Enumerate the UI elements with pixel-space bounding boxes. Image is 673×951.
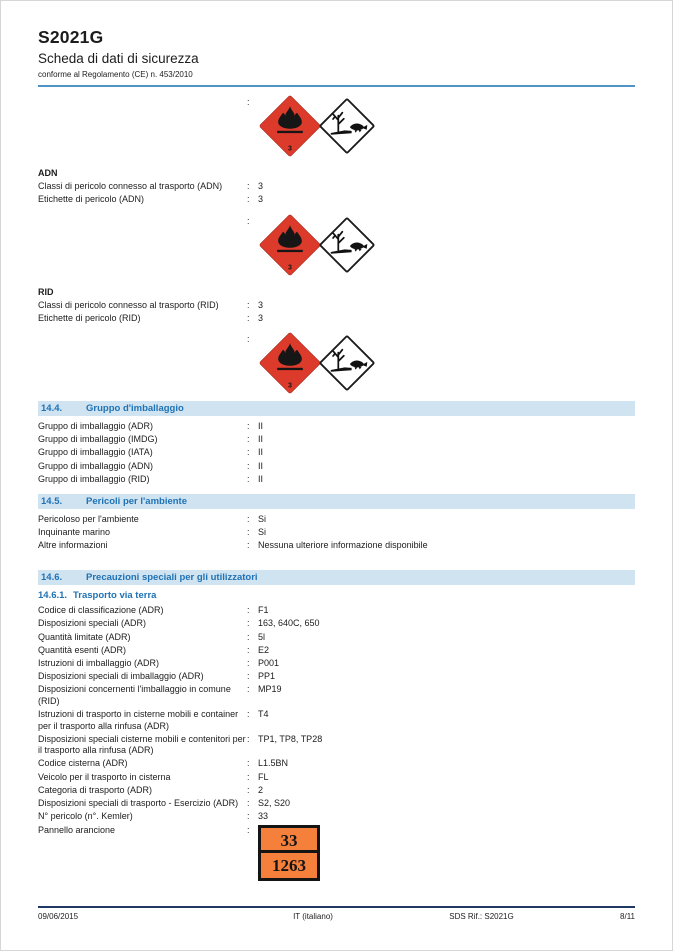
row-colon: : bbox=[247, 684, 250, 695]
row-colon: : bbox=[247, 758, 250, 769]
table-row bbox=[38, 313, 635, 325]
table-row bbox=[38, 474, 635, 486]
table-row bbox=[38, 540, 635, 552]
section-header-14-5 bbox=[38, 494, 635, 509]
section-number: 14.6. bbox=[41, 571, 63, 583]
table-row bbox=[38, 605, 635, 617]
row-colon: : bbox=[247, 181, 250, 191]
table-row bbox=[38, 758, 635, 770]
row-colon: : bbox=[247, 97, 250, 107]
row-colon: : bbox=[247, 658, 250, 668]
row-label: Gruppo di imballaggio (IMDG) bbox=[38, 434, 158, 445]
row-colon: : bbox=[247, 312, 250, 323]
footer-date: 09/06/2015 bbox=[38, 912, 79, 921]
row-colon: : bbox=[247, 824, 250, 835]
row-colon: : bbox=[247, 526, 250, 537]
table-row bbox=[38, 514, 635, 526]
svg-text:3: 3 bbox=[288, 145, 292, 153]
row-value: F1 bbox=[258, 605, 269, 616]
row-label: Classi di pericolo connesso al trasporto (RID) bbox=[38, 299, 219, 310]
row-value: P001 bbox=[258, 658, 280, 668]
row-value: Si bbox=[258, 526, 267, 537]
regulation-subtitle: conforme al Regolamento (CE) n. 453/2010 bbox=[38, 70, 193, 79]
row-label: Gruppo di imballaggio (ADR) bbox=[38, 421, 154, 432]
row-label: Disposizioni speciali di trasporto - Esercizio (ADR) bbox=[38, 798, 239, 808]
environment-hazards-rows bbox=[38, 509, 635, 555]
row-label: Quantità limitate (ADR) bbox=[38, 631, 131, 642]
row-value: FL bbox=[258, 771, 269, 782]
section-title: Gruppo d'imballaggio bbox=[86, 402, 184, 414]
row-label: Gruppo di imballaggio (ADN) bbox=[38, 460, 154, 471]
packing-group-rows bbox=[38, 416, 635, 489]
row-label: Gruppo di imballaggio (RID) bbox=[38, 473, 150, 484]
table-row bbox=[38, 645, 635, 657]
row-value: II bbox=[258, 421, 264, 432]
row-label: N° pericolo (n°. Kemler) bbox=[38, 811, 133, 822]
row-colon: : bbox=[247, 460, 250, 471]
row-value: TP1, TP8, TP28 bbox=[258, 733, 323, 744]
flammable-class3-icon bbox=[258, 213, 322, 277]
table-row bbox=[38, 421, 635, 433]
rid-rows bbox=[38, 300, 635, 325]
subsection-number: 14.6.1. bbox=[38, 590, 68, 602]
rid-block bbox=[38, 287, 635, 325]
rid-heading: RID bbox=[38, 286, 54, 297]
row-colon: : bbox=[247, 447, 250, 458]
row-label: Pericoloso per l'ambiente bbox=[38, 513, 139, 524]
subsection-14-6-1 bbox=[38, 590, 635, 601]
row-label: Pannello arancione bbox=[38, 824, 116, 835]
orange-hazard-panel bbox=[258, 825, 320, 881]
subsection-title: Trasporto via terra bbox=[73, 590, 157, 602]
flammable-class3-icon bbox=[258, 94, 322, 158]
hazard-pictograms-row-top bbox=[247, 93, 635, 159]
table-row bbox=[38, 811, 635, 823]
table-row bbox=[38, 618, 635, 630]
table-row bbox=[38, 434, 635, 446]
row-label: Categoria di trasporto (ADR) bbox=[38, 784, 153, 795]
section-header-14-6 bbox=[38, 570, 635, 585]
adn-rows bbox=[38, 181, 635, 206]
row-value: 5l bbox=[258, 631, 266, 642]
svg-text:3: 3 bbox=[288, 264, 292, 272]
row-colon: : bbox=[247, 540, 250, 551]
row-colon: : bbox=[247, 733, 250, 744]
table-row bbox=[38, 181, 635, 193]
kemler-number: 33 bbox=[261, 828, 317, 853]
land-transport-rows bbox=[38, 605, 635, 822]
table-row bbox=[38, 734, 635, 757]
section-header-14-4 bbox=[38, 401, 635, 416]
section-number: 14.5. bbox=[41, 495, 63, 507]
row-label: Istruzioni di trasporto in cisterne mobili e container per il trasporto alla rinfusa (ADR) bbox=[38, 709, 239, 731]
row-value: MP19 bbox=[258, 684, 282, 695]
un-number: 1263 bbox=[272, 855, 306, 875]
row-label: Istruzioni di imballaggio (ADR) bbox=[38, 658, 160, 668]
environment-hazard-icon bbox=[318, 334, 376, 392]
table-row bbox=[38, 461, 635, 473]
row-value: II bbox=[258, 473, 264, 484]
row-label: Classi di pericolo connesso al trasporto (ADN) bbox=[38, 181, 223, 191]
row-colon: : bbox=[247, 299, 250, 310]
row-label: Disposizioni speciali (ADR) bbox=[38, 618, 147, 629]
footer-page-number: 8/11 bbox=[620, 912, 635, 921]
row-label: Altre informazioni bbox=[38, 540, 108, 551]
section-title: Precauzioni speciali per gli utilizzatori bbox=[86, 571, 258, 583]
row-label: Disposizioni speciali di imballaggio (ADR) bbox=[38, 671, 204, 682]
hazard-pictograms-row-rid bbox=[247, 330, 635, 396]
table-row bbox=[38, 772, 635, 784]
table-row bbox=[38, 785, 635, 797]
row-label: Disposizioni speciali cisterne mobili e contenitori per il trasporto alla rinfusa (ADR) bbox=[38, 733, 246, 756]
section-14-4 bbox=[38, 401, 635, 489]
row-value: 3 bbox=[258, 181, 264, 191]
table-row bbox=[38, 194, 635, 206]
row-colon: : bbox=[247, 434, 250, 445]
table-row bbox=[38, 527, 635, 539]
row-colon: : bbox=[247, 644, 250, 655]
row-colon: : bbox=[247, 421, 250, 432]
row-value: II bbox=[258, 434, 264, 445]
product-code: S2021G bbox=[38, 27, 104, 47]
table-row bbox=[38, 798, 635, 810]
row-colon: : bbox=[247, 194, 250, 205]
row-label: Disposizioni concernenti l'imballaggio in comune (RID) bbox=[38, 684, 231, 706]
document-header bbox=[38, 27, 635, 87]
row-colon: : bbox=[247, 811, 250, 822]
row-value: T4 bbox=[258, 709, 269, 720]
section-14-6 bbox=[38, 570, 635, 880]
section-title: Pericoli per l'ambiente bbox=[86, 495, 187, 507]
row-label: Etichette di pericolo (ADN) bbox=[38, 194, 145, 205]
footer-language: IT (italiano) bbox=[293, 912, 333, 921]
row-label: Inquinante marino bbox=[38, 526, 111, 537]
row-colon: : bbox=[247, 798, 250, 808]
row-colon: : bbox=[247, 631, 250, 642]
table-row bbox=[38, 658, 635, 670]
row-value: Nessuna ulteriore informazione disponibile bbox=[258, 540, 428, 551]
row-colon: : bbox=[247, 473, 250, 484]
row-label: Etichette di pericolo (RID) bbox=[38, 312, 141, 323]
row-value: L1.5BN bbox=[258, 758, 289, 769]
row-value: II bbox=[258, 460, 264, 471]
svg-text:3: 3 bbox=[288, 382, 292, 390]
row-label: Gruppo di imballaggio (IATA) bbox=[38, 447, 153, 458]
table-row bbox=[38, 709, 635, 732]
row-colon: : bbox=[247, 709, 250, 720]
section-number: 14.4. bbox=[41, 402, 63, 414]
flammable-class3-icon bbox=[258, 331, 322, 395]
document-title: Scheda di dati di sicurezza bbox=[38, 51, 199, 66]
environment-hazard-icon bbox=[318, 216, 376, 274]
adn-heading: ADN bbox=[38, 168, 58, 178]
row-value: 33 bbox=[258, 811, 269, 822]
document-footer bbox=[38, 906, 635, 921]
row-value: 2 bbox=[258, 784, 264, 795]
row-colon: : bbox=[247, 215, 250, 226]
row-value: PP1 bbox=[258, 671, 276, 682]
hazard-pictograms-row-adn bbox=[247, 212, 635, 278]
table-row bbox=[38, 684, 635, 707]
row-colon: : bbox=[247, 771, 250, 782]
environment-hazard-icon bbox=[318, 97, 376, 155]
table-row bbox=[38, 300, 635, 312]
row-value: II bbox=[258, 447, 264, 458]
row-label: Codice di classificazione (ADR) bbox=[38, 605, 164, 616]
section-14-5 bbox=[38, 494, 635, 555]
row-value: S2, S20 bbox=[258, 798, 291, 808]
row-value: E2 bbox=[258, 644, 270, 655]
row-value: 3 bbox=[258, 299, 264, 310]
row-colon: : bbox=[247, 334, 250, 345]
row-label: Quantità esenti (ADR) bbox=[38, 644, 127, 655]
footer-reference: SDS Rif.: S2021G bbox=[449, 912, 514, 921]
row-label: Codice cisterna (ADR) bbox=[38, 758, 128, 769]
row-label: Veicolo per il trasporto in cisterna bbox=[38, 771, 171, 782]
row-value: 163, 640C, 650 bbox=[258, 618, 320, 629]
row-value: 3 bbox=[258, 312, 264, 323]
row-colon: : bbox=[247, 618, 250, 629]
orange-panel-row bbox=[38, 825, 635, 881]
table-row bbox=[38, 671, 635, 683]
row-colon: : bbox=[247, 671, 250, 682]
row-colon: : bbox=[247, 605, 250, 616]
row-value: Si bbox=[258, 513, 267, 524]
row-colon: : bbox=[247, 513, 250, 524]
row-value: 3 bbox=[258, 194, 264, 205]
table-row bbox=[38, 632, 635, 644]
table-row bbox=[38, 447, 635, 459]
row-colon: : bbox=[247, 784, 250, 795]
adn-block bbox=[38, 168, 635, 206]
